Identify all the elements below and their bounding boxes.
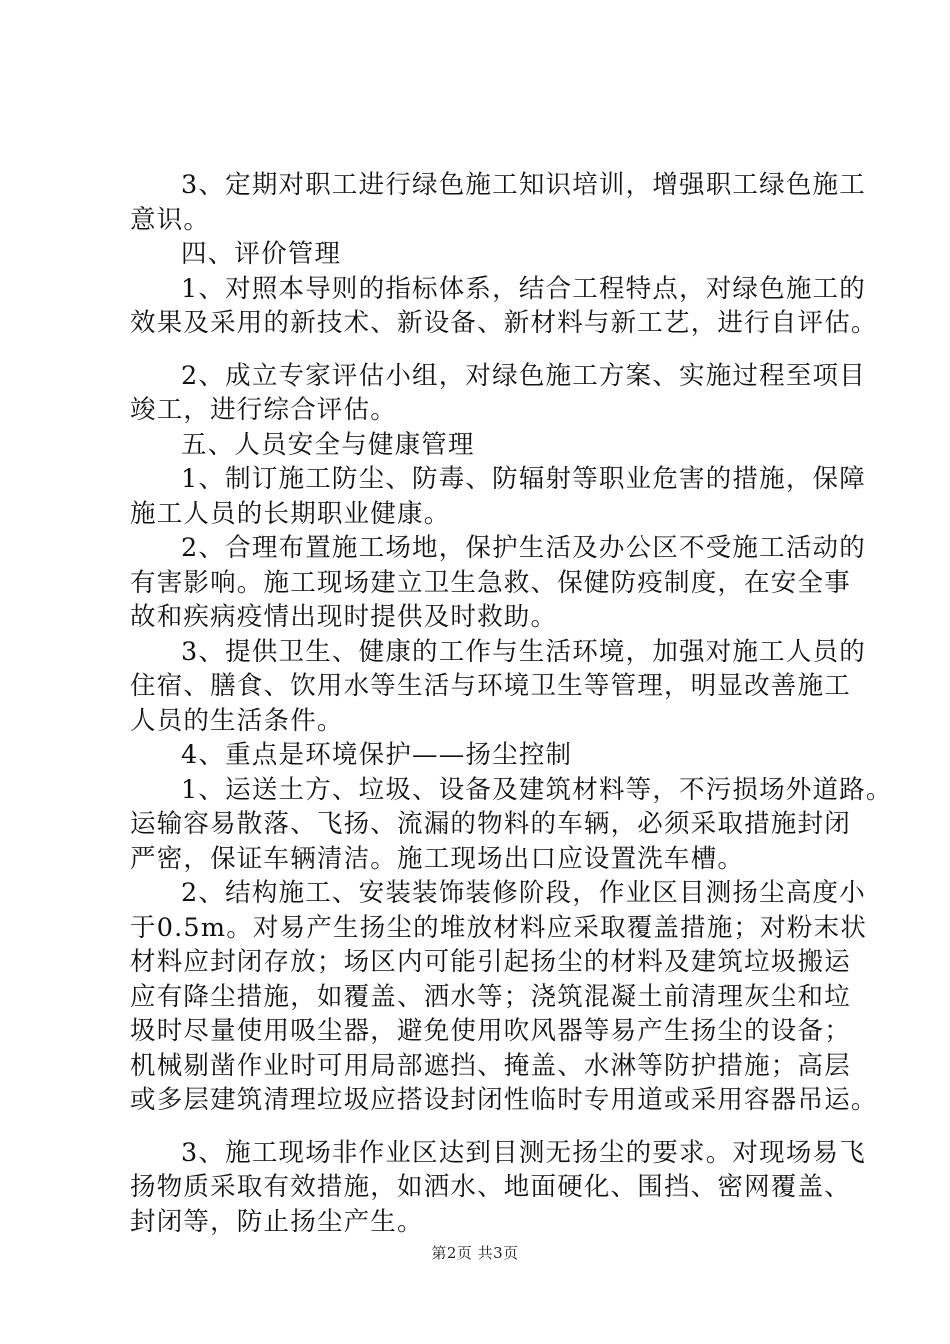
text-line: 施工人员的长期职业健康。	[130, 498, 451, 529]
text-line: 1、运送土方、垃圾、设备及建筑材料等，不污损场外道路。	[181, 774, 893, 805]
text-line: 意识。	[130, 204, 211, 235]
text-line: 竣工，进行综合评估。	[130, 395, 398, 425]
paragraph-occupational-hazard	[130, 462, 866, 531]
text-line: 材料应封闭存放；场区内可能引起扬尘的材料及建筑垃圾搬运	[130, 947, 851, 977]
page-footer	[0, 1242, 950, 1263]
text-line: 或多层建筑清理垃圾应搭设封闭性临时专用道或采用容器吊运。	[130, 1085, 878, 1115]
paragraph-gap	[130, 1118, 850, 1136]
section-heading-evaluation: 四、评价管理	[181, 239, 342, 269]
text-line: 1、制订施工防尘、防毒、防辐射等职业危害的措施，保障	[181, 464, 866, 494]
text-line: 2、成立专家评估小组，对绿色施工方案、实施过程至项目	[181, 360, 866, 391]
page-number: 第2页 共3页	[431, 1244, 519, 1262]
paragraph-living-environment	[130, 635, 866, 739]
text-line: 故和疾病疫情出现时提供及时救助。	[130, 602, 558, 632]
text-line: 严密，保证车辆清洁。施工现场出口应设置洗车槽。	[130, 843, 745, 874]
paragraph-expert-group	[130, 359, 866, 428]
text-line: 于0.5m。对易产生扬尘的堆放材料应采取覆盖措施；对粉末状	[130, 912, 868, 943]
text-line: 扬物质采取有效措施，如洒水、地面硬化、围挡、密网覆盖、	[130, 1172, 851, 1202]
paragraph-transport	[130, 773, 893, 877]
text-line: 2、结构施工、安装装饰装修阶段，作业区目测扬尘高度小	[181, 878, 866, 908]
text-line: 3、施工现场非作业区达到目测无扬尘的要求。对现场易飞	[181, 1137, 866, 1168]
text-line: 机械剔凿作业时可用局部遮挡、掩盖、水淋等防护措施；高层	[130, 1050, 851, 1081]
text-line: 3、定期对职工进行绿色施工知识培训，增强职工绿色施工	[181, 170, 866, 200]
text-line: 效果及采用的新技术、新设备、新材料与新工艺，进行自评估。	[130, 308, 878, 338]
section-heading-dust-control: 4、重点是环境保护——扬尘控制	[181, 740, 573, 770]
paragraph-gap	[130, 341, 850, 359]
text-line: 封闭等，防止扬尘产生。	[130, 1206, 424, 1237]
section-heading-safety-health: 五、人员安全与健康管理	[181, 429, 475, 460]
paragraph-site-layout	[130, 531, 866, 635]
text-line: 运输容易散落、飞扬、流漏的物料的车辆，必须采取措施封闭	[130, 809, 851, 839]
text-line: 圾时尽量使用吸尘器，避免使用吹风器等易产生扬尘的设备；	[130, 1016, 851, 1046]
text-line: 住宿、膳食、饮用水等生活与环境卫生等管理，明显改善施工	[130, 671, 851, 701]
text-line: 有害影响。施工现场建立卫生急救、保健防疫制度，在安全事	[130, 567, 851, 598]
document-body	[130, 168, 893, 1239]
text-line: 2、合理布置施工场地，保护生活及办公区不受施工活动的	[181, 533, 866, 563]
text-line: 3、提供卫生、健康的工作与生活环境，加强对施工人员的	[181, 636, 866, 667]
paragraph-self-evaluation	[130, 272, 878, 341]
text-line: 人员的生活条件。	[130, 705, 344, 736]
text-line: 应有降尘措施，如覆盖、洒水等；浇筑混凝土前清理灰尘和垃	[130, 981, 851, 1012]
paragraph-construction-dust	[130, 876, 878, 1118]
paragraph-non-work-area	[130, 1136, 866, 1240]
paragraph-training	[130, 168, 866, 237]
text-line: 1、对照本导则的指标体系，结合工程特点，对绿色施工的	[181, 273, 866, 304]
